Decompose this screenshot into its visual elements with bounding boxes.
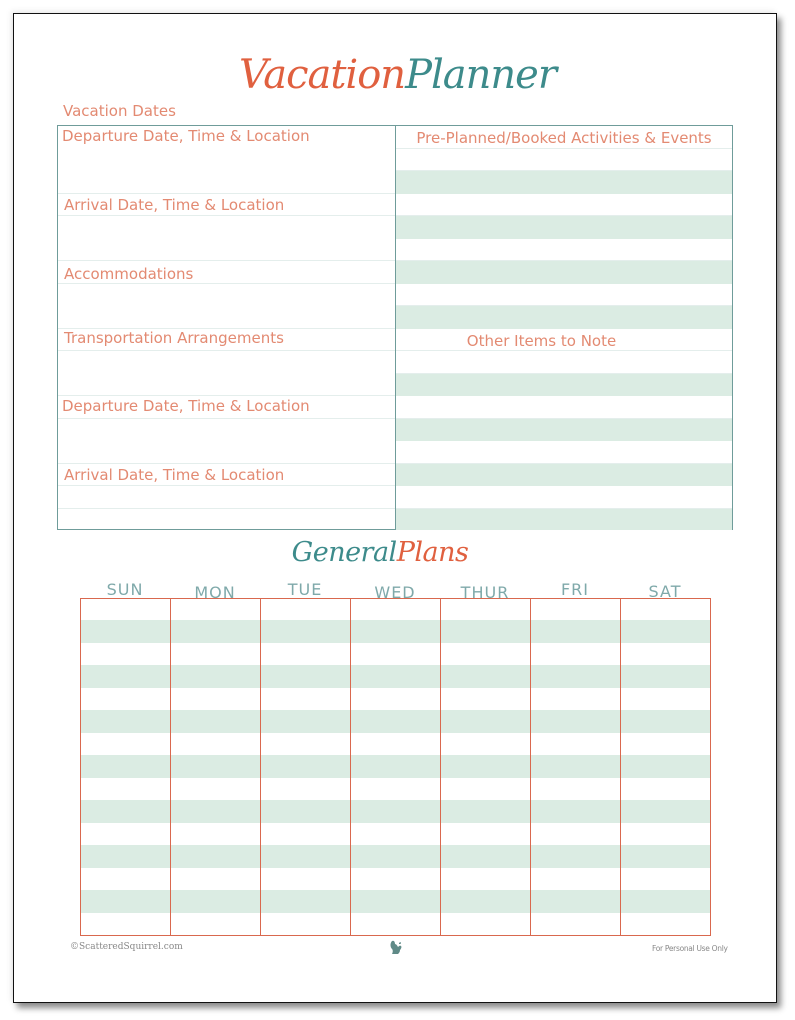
day-column-divider (530, 599, 532, 935)
travel-logistics-column (58, 126, 396, 529)
calendar-row[interactable] (81, 890, 710, 913)
general-plans-title (0, 532, 760, 574)
day-label-thur: THUR (460, 583, 510, 602)
day-column-divider (620, 599, 622, 935)
write-line[interactable] (396, 441, 732, 464)
write-line[interactable] (58, 441, 395, 464)
day-column-divider (260, 599, 262, 935)
write-line[interactable] (396, 486, 732, 509)
arrival-label-1: Arrival Date, Time & Location (64, 196, 285, 214)
write-line[interactable] (58, 306, 395, 329)
write-line[interactable] (58, 486, 395, 509)
calendar-row[interactable] (81, 845, 710, 868)
calendar-row[interactable] (81, 620, 710, 643)
vacation-dates-label: Vacation Dates (63, 102, 176, 120)
activities-notes-column (396, 126, 732, 529)
write-line[interactable] (396, 171, 732, 194)
write-line[interactable] (396, 464, 732, 487)
write-line[interactable] (396, 149, 732, 172)
write-line[interactable] (58, 239, 395, 262)
write-line[interactable] (396, 194, 732, 217)
write-line[interactable] (396, 509, 732, 530)
write-line[interactable] (396, 284, 732, 307)
day-label-sun: SUN (106, 580, 144, 599)
transportation-label: Transportation Arrangements (64, 329, 284, 347)
departure-label-1: Departure Date, Time & Location (62, 127, 310, 145)
day-label-sat: SAT (648, 582, 682, 601)
day-label-wed: WED (374, 583, 416, 602)
calendar-row[interactable] (81, 800, 710, 823)
write-line[interactable] (396, 306, 732, 329)
day-label-fri: FRI (560, 580, 590, 599)
departure-label-2: Departure Date, Time & Location (62, 397, 310, 415)
squirrel-icon (389, 939, 403, 955)
accommodations-label: Accommodations (64, 265, 194, 283)
title-plans: Plans (396, 537, 469, 568)
page-title (0, 48, 795, 102)
day-label-mon: MON (194, 583, 236, 602)
write-line[interactable] (58, 374, 395, 397)
calendar-row[interactable] (81, 755, 710, 778)
day-label-tue: TUE (287, 580, 323, 599)
write-line[interactable] (396, 216, 732, 239)
write-line[interactable] (396, 239, 732, 262)
notes-title: Other Items to Note (466, 332, 617, 350)
arrival-label-2: Arrival Date, Time & Location (64, 466, 285, 484)
weekday-header (80, 580, 711, 602)
write-line[interactable] (396, 351, 732, 374)
personal-use-note: For Personal Use Only (652, 944, 728, 953)
write-line[interactable] (396, 374, 732, 397)
calendar-row[interactable] (81, 665, 710, 688)
write-line[interactable] (58, 171, 395, 194)
copyright-text: ©ScatteredSquirrel.com (70, 942, 183, 952)
weekly-calendar-grid (80, 598, 711, 936)
title-planner: Planner (405, 52, 556, 98)
calendar-row[interactable] (81, 710, 710, 733)
write-line[interactable] (396, 396, 732, 419)
day-column-divider (170, 599, 172, 935)
activities-title: Pre-Planned/Booked Activities & Events (416, 129, 712, 147)
write-line[interactable] (396, 419, 732, 442)
trip-details-table (57, 125, 733, 530)
title-vacation: Vacation (239, 52, 406, 98)
day-column-divider (350, 599, 352, 935)
day-column-divider (440, 599, 442, 935)
write-line[interactable] (396, 261, 732, 284)
title-general: General (291, 537, 397, 568)
